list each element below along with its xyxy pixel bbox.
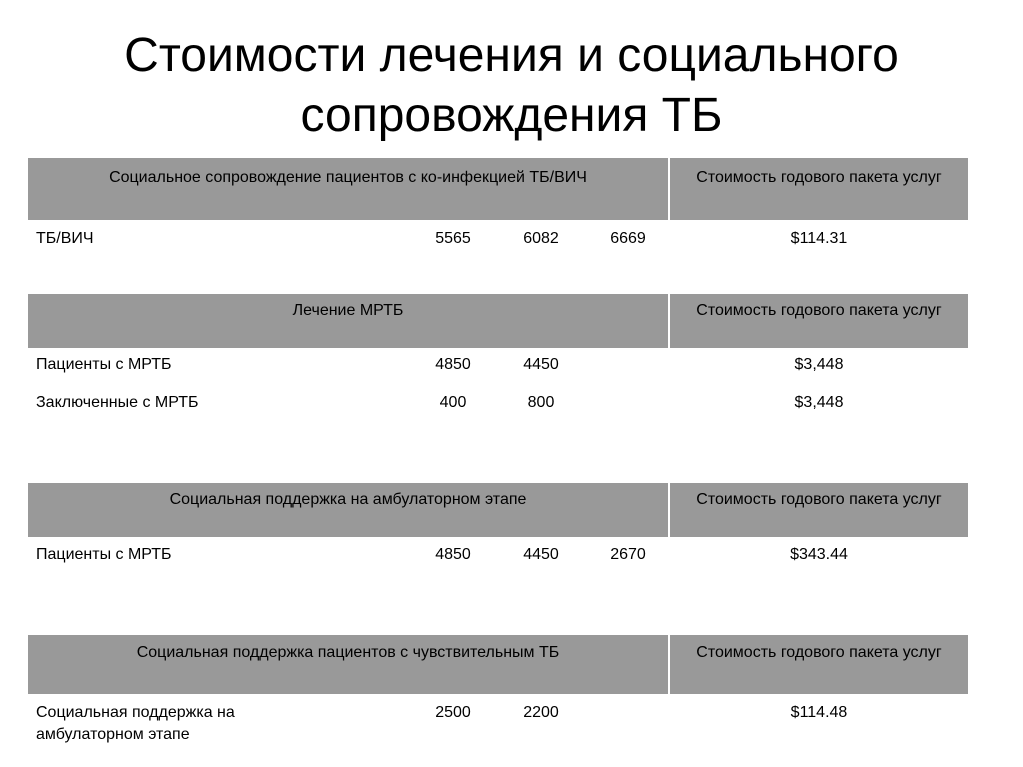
slide-title-line-2: сопровождения ТБ <box>300 89 723 142</box>
row-label: Пациенты с МРТБ <box>36 546 172 563</box>
row-value-1: 2500 <box>435 704 471 721</box>
header-right-cell: Стоимость годового пакета услуг <box>696 302 942 319</box>
table-sensitive-tb-support <box>28 635 968 748</box>
row-value-1: 4850 <box>435 546 471 563</box>
header-right-cell: Стоимость годового пакета услуг <box>696 491 942 508</box>
header-left-cell: Социальная поддержка на амбулаторном этапе <box>28 483 670 537</box>
row-cost: $343.44 <box>790 546 848 563</box>
header-left-cell: Лечение МРТБ <box>28 294 670 348</box>
slide-title <box>0 26 1023 146</box>
table-tb-hiv <box>28 158 968 254</box>
table-row <box>28 392 968 418</box>
table-header <box>28 483 968 537</box>
table-row <box>28 228 968 254</box>
row-value-2: 4450 <box>523 356 559 373</box>
row-value-1: 400 <box>439 394 467 411</box>
row-cost: $114.31 <box>790 230 848 247</box>
row-cost: $3,448 <box>794 356 844 373</box>
row-label: ТБ/ВИЧ <box>36 230 94 247</box>
header-left-cell: Социальное сопровождение пациентов с ко-инфекцией ТБ/ВИЧ <box>28 158 670 220</box>
table-header <box>28 158 968 220</box>
header-right-cell: Стоимость годового пакета услуг <box>696 169 942 186</box>
row-value-1: 5565 <box>435 230 471 247</box>
table-header <box>28 294 968 348</box>
row-label: Пациенты с МРТБ <box>36 356 172 373</box>
row-label: Социальная поддержка на амбулаторном этапе <box>36 704 235 743</box>
row-cost: $3,448 <box>794 394 844 411</box>
row-value-2: 2200 <box>523 704 559 721</box>
table-header <box>28 635 968 694</box>
table-outpatient-support <box>28 483 968 570</box>
row-value-1: 4850 <box>435 356 471 373</box>
slide-title-line-1: Стоимости лечения и социального <box>124 29 899 82</box>
table-mdr-tb-treatment <box>28 294 968 418</box>
table-row <box>28 702 968 748</box>
row-value-2: 4450 <box>523 546 559 563</box>
header-left-cell: Социальная поддержка пациентов с чувствительным ТБ <box>28 635 670 694</box>
table-row <box>28 544 968 570</box>
row-value-3: 6669 <box>610 230 646 247</box>
row-value-3: 2670 <box>610 546 646 563</box>
header-right-cell: Стоимость годового пакета услуг <box>696 644 942 661</box>
row-value-2: 6082 <box>523 230 559 247</box>
row-cost: $114.48 <box>790 704 848 721</box>
row-label: Заключенные с МРТБ <box>36 394 199 411</box>
row-value-2: 800 <box>527 394 555 411</box>
table-row <box>28 354 968 392</box>
